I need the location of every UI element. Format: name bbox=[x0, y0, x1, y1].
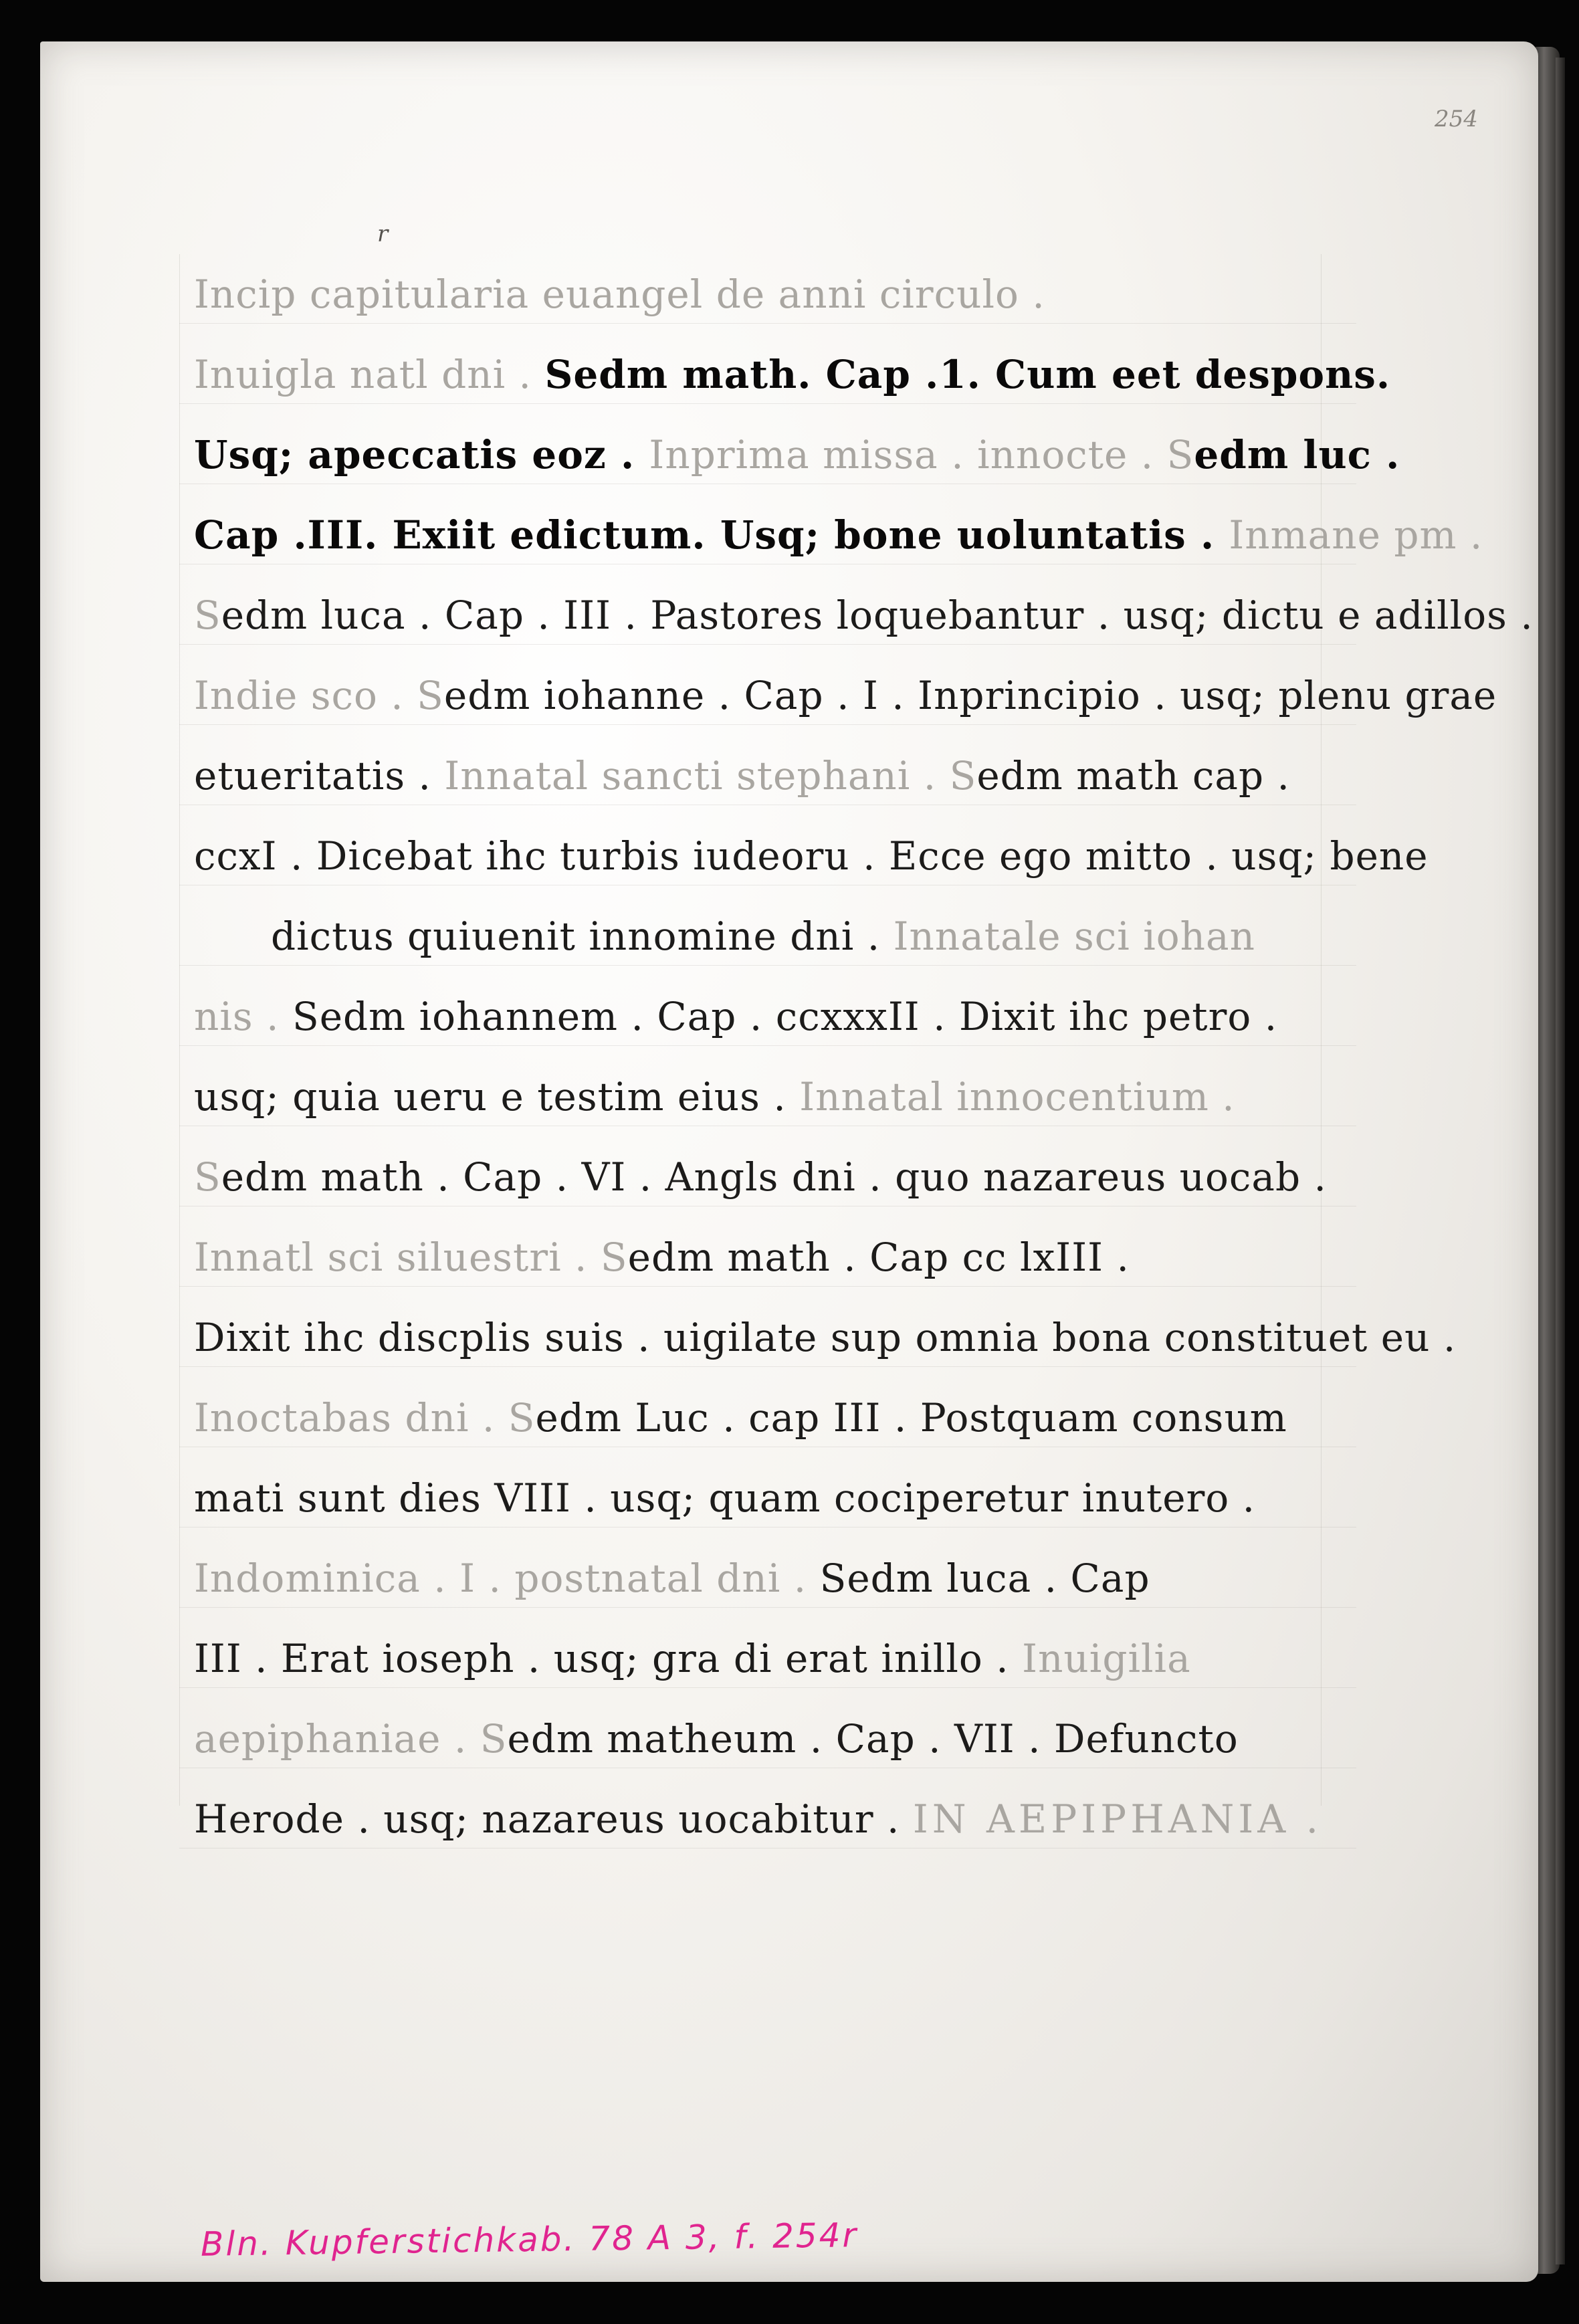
manuscript-line bbox=[194, 1628, 1398, 1709]
manuscript-line bbox=[194, 986, 1398, 1067]
rubric-text: Inprima missa . innocte . S bbox=[649, 432, 1194, 478]
manuscript-line bbox=[194, 906, 1398, 986]
rubric-text: Innatale sci iohan bbox=[893, 914, 1255, 959]
page-edge-shadow bbox=[1556, 58, 1565, 2264]
rubric-text: Innatl sci siluestri . S bbox=[194, 1235, 628, 1280]
script-text: mati sunt dies VIII . usq; quam cociperetur inutero . bbox=[194, 1475, 1256, 1521]
folio-number: 254 bbox=[1435, 106, 1478, 132]
rubric-text: IN AEPIPHANIA . bbox=[912, 1796, 1323, 1842]
manuscript-line bbox=[194, 1307, 1457, 1388]
rubric-text: Indie sco . S bbox=[194, 673, 444, 718]
script-text: edm math cap . bbox=[976, 753, 1290, 799]
script-text: edm Luc . cap III . Postquam consum bbox=[535, 1395, 1287, 1441]
manuscript-line bbox=[194, 1709, 1398, 1789]
script-text: ccxI . Dicebat ihc turbis iudeoru . Ecce ego mitto . usq; bene bbox=[194, 833, 1429, 879]
script-text: Sedm iohannem . Cap . ccxxxII . Dixit ihc petro . bbox=[292, 994, 1278, 1039]
rubric-text: aepiphaniae . S bbox=[194, 1716, 508, 1762]
manuscript-line bbox=[194, 1227, 1398, 1307]
manuscript-line bbox=[194, 1067, 1398, 1147]
script-text: Herode . usq; nazareus uocabitur . bbox=[194, 1796, 913, 1842]
manuscript-line bbox=[194, 344, 1398, 425]
manuscript-line bbox=[194, 505, 1483, 585]
script-text: edm math . Cap . VI . Angls dni . quo nazareus uocab . bbox=[221, 1154, 1327, 1200]
script-text: edm iohanne . Cap . I . Inprincipio . usq; plenu grae bbox=[443, 673, 1497, 718]
manuscript-line bbox=[194, 1388, 1398, 1468]
manuscript-line bbox=[194, 425, 1398, 505]
script-text: dictus quiuenit innomine dni . bbox=[271, 914, 893, 959]
rubric-text: S bbox=[194, 593, 221, 638]
rubric-text: Indominica . I . postnatal dni . bbox=[194, 1556, 820, 1601]
script-text: edm luca . Cap . III . Pastores loquebantur . usq; dictu e adillos . bbox=[221, 593, 1534, 638]
script-text: Sedm math. Cap .1. Cum eet despons. bbox=[544, 352, 1391, 397]
rubric-text: Inoctabas dni . S bbox=[194, 1395, 536, 1441]
manuscript-line bbox=[194, 826, 1429, 906]
rubric-text: Inuigilia bbox=[1022, 1636, 1191, 1681]
manuscript-line bbox=[194, 1548, 1398, 1628]
script-text: etueritatis . bbox=[194, 753, 445, 799]
rubric-text: Inuigla natl dni . bbox=[194, 352, 545, 397]
script-text: Dixit ihc discplis suis . uigilate sup omnia bona constituet eu . bbox=[194, 1315, 1457, 1360]
marginal-mark: r bbox=[377, 221, 389, 247]
script-text: Cap .III. Exiit edictum. Usq; bone uoluntatis . bbox=[194, 512, 1229, 558]
manuscript-line bbox=[194, 665, 1497, 746]
manuscript-line bbox=[194, 264, 1398, 344]
manuscript-line bbox=[194, 1147, 1398, 1227]
manuscript-line bbox=[194, 585, 1534, 665]
rubric-text: nis . bbox=[194, 994, 292, 1039]
archive-shelfmark-note: Bln. Kupferstichkab. 78 A 3, f. 254r bbox=[200, 2216, 859, 2264]
rubric-text: S bbox=[194, 1154, 221, 1200]
script-text: III . Erat ioseph . usq; gra di erat inillo . bbox=[194, 1636, 1023, 1681]
manuscript-line bbox=[194, 1789, 1398, 1869]
script-text: Sedm luca . Cap bbox=[819, 1556, 1150, 1601]
manuscript-line bbox=[194, 1468, 1398, 1548]
rubric-text: Innatal sancti stephani . S bbox=[444, 753, 977, 799]
rubric-text: Inmane pm . bbox=[1229, 512, 1483, 558]
script-text: edm matheum . Cap . VII . Defuncto bbox=[507, 1716, 1239, 1762]
rubric-text: Innatal innocentium . bbox=[799, 1074, 1235, 1120]
script-text: edm math . Cap cc lxIII . bbox=[627, 1235, 1130, 1280]
script-text: edm luc . bbox=[1194, 432, 1400, 478]
rubric-text: Incip capitularia euangel de anni circulo . bbox=[194, 272, 1045, 317]
script-text: usq; quia ueru e testim eius . bbox=[194, 1074, 800, 1120]
manuscript-text bbox=[194, 264, 1534, 1869]
manuscript-line bbox=[194, 746, 1398, 826]
left-margin-rule bbox=[179, 254, 180, 1806]
script-text: Usq; apeccatis eoz . bbox=[194, 432, 649, 478]
